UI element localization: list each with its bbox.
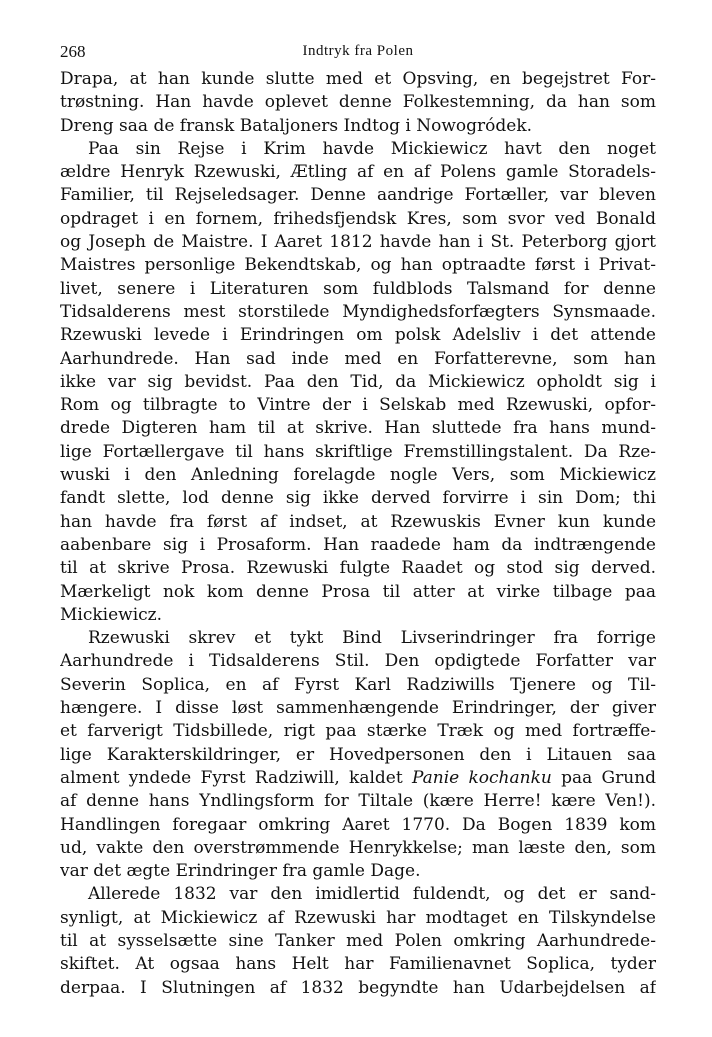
text-line: wuski i den Anledning forelagde nogle Vers, som Mickiewicz xyxy=(60,465,656,486)
text-line: han havde fra først af indset, at Rzewuskis Evner kun kunde xyxy=(60,511,656,532)
text-line: Allerede 1832 var den imidlertid fuldendt, og det er sand- xyxy=(88,884,656,905)
text-line: Aarhundrede. Han sad inde med en Forfatterevne, som han xyxy=(60,348,656,369)
text-line: Rom og tilbragte to Vintre der i Selskab med Rzewuski, opfor- xyxy=(60,395,656,416)
text-line: livet, senere i Literaturen som fuldblods Talsmand for denne xyxy=(60,278,656,299)
text-line: fandt slette, lod denne sig ikke derved forvirre i sin Dom; thi xyxy=(60,488,656,509)
paragraph xyxy=(60,138,656,627)
text-fragment: paa Grund xyxy=(561,767,656,788)
text-line: Mærkeligt nok kom denne Prosa til atter at virke tilbage paa xyxy=(60,581,656,602)
text-line: trøstning. Han havde oplevet denne Folkestemning, da han som xyxy=(60,92,656,113)
text-line: synligt, at Mickiewicz af Rzewuski har modtaget en Tilskyndelse xyxy=(60,907,656,928)
text-line: Severin Soplica, en af Fyrst Karl Radziwills Tjenere og Til- xyxy=(60,674,656,695)
text-line: Aarhundrede i Tidsalderens Stil. Den opdigtede Forfatter var xyxy=(60,651,656,672)
text-line: ud, vakte den overstrømmende Henrykkelse; man læste den, som xyxy=(60,837,656,858)
text-line: drede Digteren ham til at skrive. Han sluttede fra hans mund- xyxy=(60,418,656,439)
text-line: Familier, til Rejseledsager. Denne aandrige Fortæller, var bleven xyxy=(60,185,656,206)
text-line: Dreng saa de fransk Bataljoners Indtog i Nowogródek. xyxy=(60,115,533,136)
text-line: ældre Henryk Rzewuski, Ætling af en af Polens gamle Storadels- xyxy=(60,162,656,183)
paragraph xyxy=(60,883,656,999)
text-line: Rzewuski skrev et tykt Bind Livserindringer fra forrige xyxy=(88,628,656,649)
text-fragment: alment yndede Fyrst Radziwill, kaldet xyxy=(60,767,403,788)
text-line: var det ægte Erindringer fra gamle Dage. xyxy=(60,861,421,882)
text-line: Mickiewicz. xyxy=(60,604,163,625)
text-line: Rzewuski levede i Erindringen om polsk Adelsliv i det attende xyxy=(60,325,656,346)
text-line: lige Fortællergave til hans skriftlige Fremstillingstalent. Da Rze- xyxy=(60,441,656,462)
text-line: opdraget i en fornem, frihedsfjendsk Kres, som svor ved Bonald xyxy=(60,208,656,229)
running-title: Indtryk fra Polen xyxy=(302,43,414,59)
text-line: ikke var sig bevidst. Paa den Tid, da Mickiewicz opholdt sig i xyxy=(60,371,656,392)
text-line: aabenbare sig i Prosaform. Han raadede ham da indtrængende xyxy=(60,534,656,555)
body-text xyxy=(60,68,656,1000)
text-line: skiftet. At ogsaa hans Helt har Familienavnet Soplica, tyder xyxy=(60,954,656,975)
text-line: Drapa, at han kunde slutte med et Opsving, en begejstret For- xyxy=(60,69,656,89)
text-line: hængere. I disse løst sammenhængende Erindringer, der giver xyxy=(60,698,656,719)
book-page xyxy=(60,38,656,1000)
page-number: 268 xyxy=(60,42,86,61)
text-line: og Joseph de Maistre. I Aaret 1812 havde han i St. Peterborg gjort xyxy=(60,232,656,253)
text-line: til at skrive Prosa. Rzewuski fulgte Raadet og stod sig derved. xyxy=(60,558,656,579)
text-line: til at sysselsætte sine Tanker med Polen omkring Aarhundrede- xyxy=(60,930,656,951)
text-line: Handlingen foregaar omkring Aaret 1770. Da Bogen 1839 kom xyxy=(60,814,656,835)
text-line: af denne hans Yndlingsform for Tiltale (kære Herre! kære Ven!). xyxy=(60,791,656,812)
text-line: derpaa. I Slutningen af 1832 begyndte han Udarbejdelsen af xyxy=(60,977,656,998)
text-line: Tidsalderens mest storstilede Myndighedsforfægters Synsmaade. xyxy=(60,301,656,322)
paragraph xyxy=(60,68,656,138)
text-line: Maistres personlige Bekendtskab, og han optraadte først i Privat- xyxy=(60,255,656,276)
text-line: Paa sin Rejse i Krim havde Mickiewicz havt den noget xyxy=(88,138,656,159)
text-line: et farverigt Tidsbillede, rigt paa stærke Træk og med fortræffe- xyxy=(60,721,656,742)
text-line: lige Karakterskildringer, er Hovedpersonen den i Litauen saa xyxy=(60,744,656,765)
text-line-with-italic xyxy=(60,767,656,790)
paragraph xyxy=(60,627,656,883)
page-header xyxy=(60,38,656,68)
italic-phrase: Panie kochanku xyxy=(411,767,552,788)
